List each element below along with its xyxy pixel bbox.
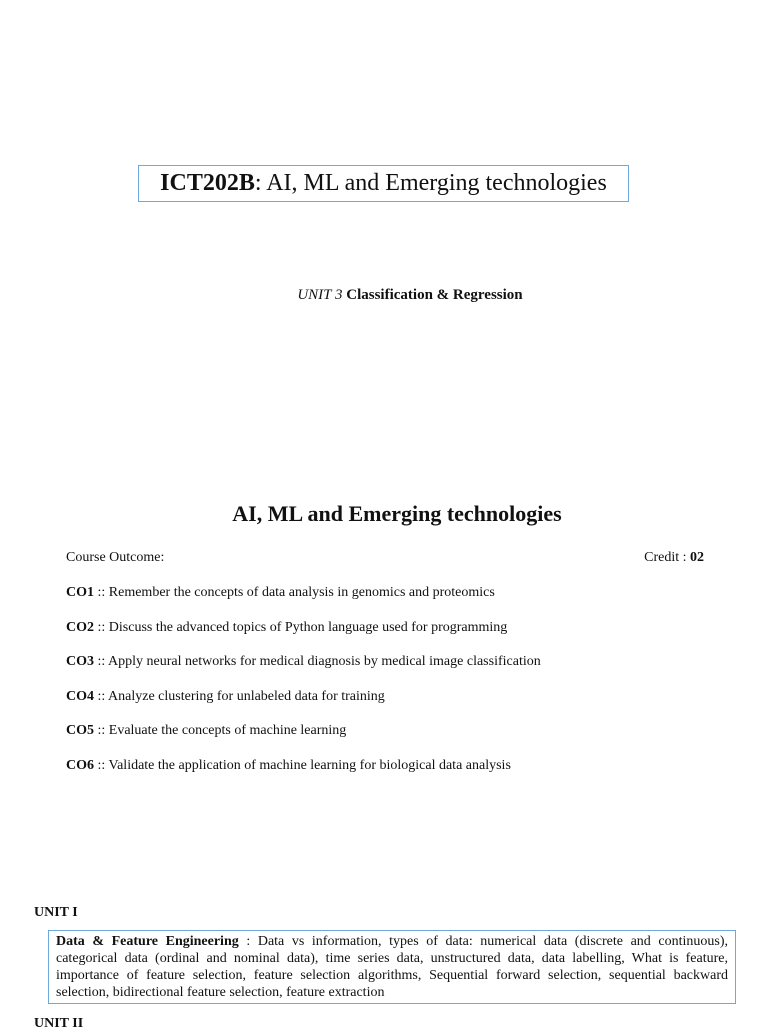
course-outcome-text: Remember the concepts of data analysis in genomics and proteomics [108, 585, 495, 600]
course-outcome-separator: :: [94, 654, 109, 670]
course-outcome-label: Course Outcome: [66, 550, 165, 565]
course-outcome-code: CO4 [66, 688, 94, 704]
course-title-separator: : [254, 170, 262, 196]
unit-1-topic-separator: : [238, 934, 258, 949]
credit-value: 02 [690, 550, 704, 565]
course-outcome-separator: :: [94, 619, 109, 635]
course-outcome-code: CO5 [66, 723, 94, 739]
unit-1-description: Data vs information, types of data: numerical data (discrete and continuous), categorical data (ordinal and nominal data), time series data, unstructured data, data labelling, What is feature, importance of feature selection, feature selection algorithms, Sequential forward selection, sequential backward selection, bidirectional feature selection, feature extraction [56, 934, 728, 1000]
course-outcome-code: CO3 [66, 654, 94, 670]
unit-prefix: UNIT 3 [297, 287, 343, 303]
course-outcome-item [66, 689, 541, 724]
course-outcome-text: Apply neural networks for medical diagnosis by medical image classification [108, 654, 541, 670]
course-title: AI, ML and Emerging technologies [261, 170, 607, 196]
course-title-box [138, 165, 629, 202]
course-outcome-text: Discuss the advanced topics of Python language used for programming [108, 619, 508, 635]
unit-1-topic-title: Data & Feature Engineering [56, 934, 239, 949]
course-outcome-item [66, 723, 541, 758]
course-outcome-header [66, 550, 704, 566]
unit-1-content-box [48, 930, 736, 1004]
course-outcome-item [66, 585, 541, 620]
unit-1-label: UNIT I [34, 905, 78, 920]
course-outcome-code: CO1 [66, 585, 94, 600]
course-outcome-item [66, 654, 541, 689]
course-outcome-text: Evaluate the concepts of machine learning [108, 723, 347, 739]
course-outcome-separator: :: [94, 585, 109, 600]
unit-name: Classification & Regression [346, 287, 523, 303]
unit-2-label: UNIT II [34, 1016, 84, 1031]
course-outcome-separator: :: [94, 757, 109, 773]
course-outcome-code: CO6 [66, 757, 94, 773]
course-outcome-item [66, 620, 541, 655]
course-code: ICT202B [160, 170, 255, 196]
credit-label: Credit : [644, 550, 690, 565]
course-outcome-code: CO2 [66, 619, 94, 635]
credit [644, 550, 704, 566]
course-outcome-separator: :: [94, 688, 109, 704]
section-heading: AI, ML and Emerging technologies [232, 501, 562, 526]
course-outcome-list [66, 585, 541, 793]
course-outcome-text: Validate the application of machine learning for biological data analysis [108, 757, 511, 773]
course-outcome-separator: :: [94, 723, 109, 739]
course-outcome-item [66, 758, 541, 793]
unit-subtitle [0, 287, 768, 304]
course-outcome-text: Analyze clustering for unlabeled data for training [108, 688, 385, 704]
